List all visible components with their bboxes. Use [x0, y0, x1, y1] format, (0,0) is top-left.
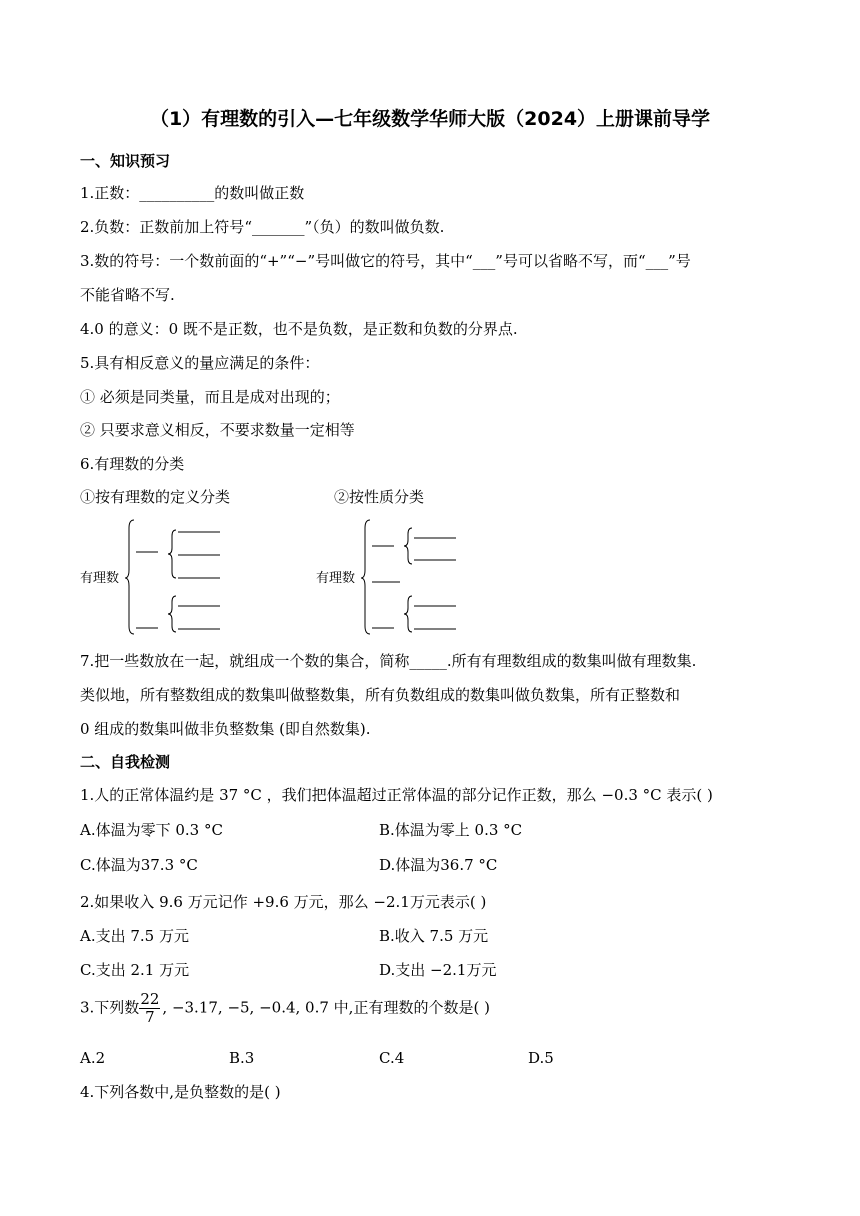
q3-stem-prefix: 3.下列数 [80, 998, 140, 1017]
brace-inner-right-1 [404, 528, 412, 564]
q3-option-c[interactable]: C.4 [379, 1049, 405, 1067]
set-line-1: 7.把一些数放在一起，就组成一个数的集合，简称_____.所有有理数组成的数集叫做有理数集. [80, 652, 697, 670]
fraction-denominator: 7 [145, 1008, 155, 1026]
brace-inner-right-2 [404, 596, 412, 632]
tree-left-label: 有理数 [80, 571, 120, 586]
preview-line-2: 2.负数：正数前加上符号“_______”（负）的数叫做负数. [80, 218, 445, 236]
preview-line-4: 4.0 的意义：0 既不是正数，也不是负数，是正数和负数的分界点. [80, 320, 518, 338]
q2-option-a[interactable]: A.支出 7.5 万元 [80, 927, 189, 945]
classify-left-title: ①按有理数的定义分类 [80, 488, 231, 506]
q2-option-c[interactable]: C.支出 2.1 万元 [80, 961, 190, 979]
tree-right-label: 有理数 [316, 571, 356, 586]
brace-inner-left-2 [168, 596, 176, 632]
preview-line-1: 1.正数：__________的数叫做正数 [80, 184, 305, 202]
q3-option-b[interactable]: B.3 [229, 1049, 255, 1067]
page-title: （1）有理数的引入—七年级数学华师大版（2024）上册课前导学 [149, 108, 711, 130]
preview-line-3-cont: 不能省略不写. [80, 286, 175, 304]
q2-option-b[interactable]: B.收入 7.5 万元 [379, 927, 489, 945]
section-heading-preview: 一、知识预习 [80, 152, 171, 170]
preview-line-5-1: ① 必须是同类量，而且是成对出现的； [80, 388, 340, 406]
brace-outer-left [125, 520, 134, 634]
q1-option-c[interactable]: C.体温为37.3 °C [80, 856, 198, 874]
question-1-stem: 1.人的正常体温约是 37 °C ，我们把体温超过正常体温的部分记作正数，那么 −0.3 °C 表示( ) [80, 786, 713, 804]
q3-stem-suffix: , −3.17, −5, −0.4, 0.7 中,正有理数的个数是( ) [162, 998, 490, 1017]
fraction-numerator: 22 [140, 990, 160, 1008]
question-3-stem [80, 991, 490, 1026]
preview-line-6: 6.有理数的分类 [80, 455, 185, 473]
q3-option-a[interactable]: A.2 [80, 1049, 106, 1067]
brace-outer-right [361, 520, 370, 634]
set-line-2: 类似地，所有整数组成的数集叫做整数集，所有负数组成的数集叫做负数集，所有正整数和 [80, 686, 681, 704]
brace-inner-left-1 [168, 530, 176, 578]
fraction-22-7 [139, 991, 160, 1026]
question-2-stem: 2.如果收入 9.6 万元记作 +9.6 万元，那么 −2.1万元表示( ) [80, 893, 487, 911]
set-line-3: 0 组成的数集叫做非负整数集 (即自然数集). [80, 720, 371, 738]
q3-option-d[interactable]: D.5 [528, 1049, 554, 1067]
classification-tree-right [362, 516, 472, 640]
classification-tree-left [126, 516, 236, 640]
q1-option-d[interactable]: D.体温为36.7 °C [379, 856, 498, 874]
classify-right-title: ②按性质分类 [334, 488, 425, 506]
section-heading-selftest: 二、自我检测 [80, 753, 171, 771]
question-4-stem: 4.下列各数中,是负整数的是( ) [80, 1083, 281, 1101]
preview-line-5-2: ② 只要求意义相反，不要求数量一定相等 [80, 421, 355, 439]
preview-line-3: 3.数的符号：一个数前面的“+”“−”号叫做它的符号，其中“___”号可以省略不写，而“___”号 [80, 252, 691, 270]
q1-option-b[interactable]: B.体温为零上 0.3 °C [379, 821, 523, 839]
preview-line-5: 5.具有相反意义的量应满足的条件： [80, 354, 320, 372]
q2-option-d[interactable]: D.支出 −2.1万元 [379, 961, 497, 979]
q1-option-a[interactable]: A.体温为零下 0.3 °C [80, 821, 223, 839]
